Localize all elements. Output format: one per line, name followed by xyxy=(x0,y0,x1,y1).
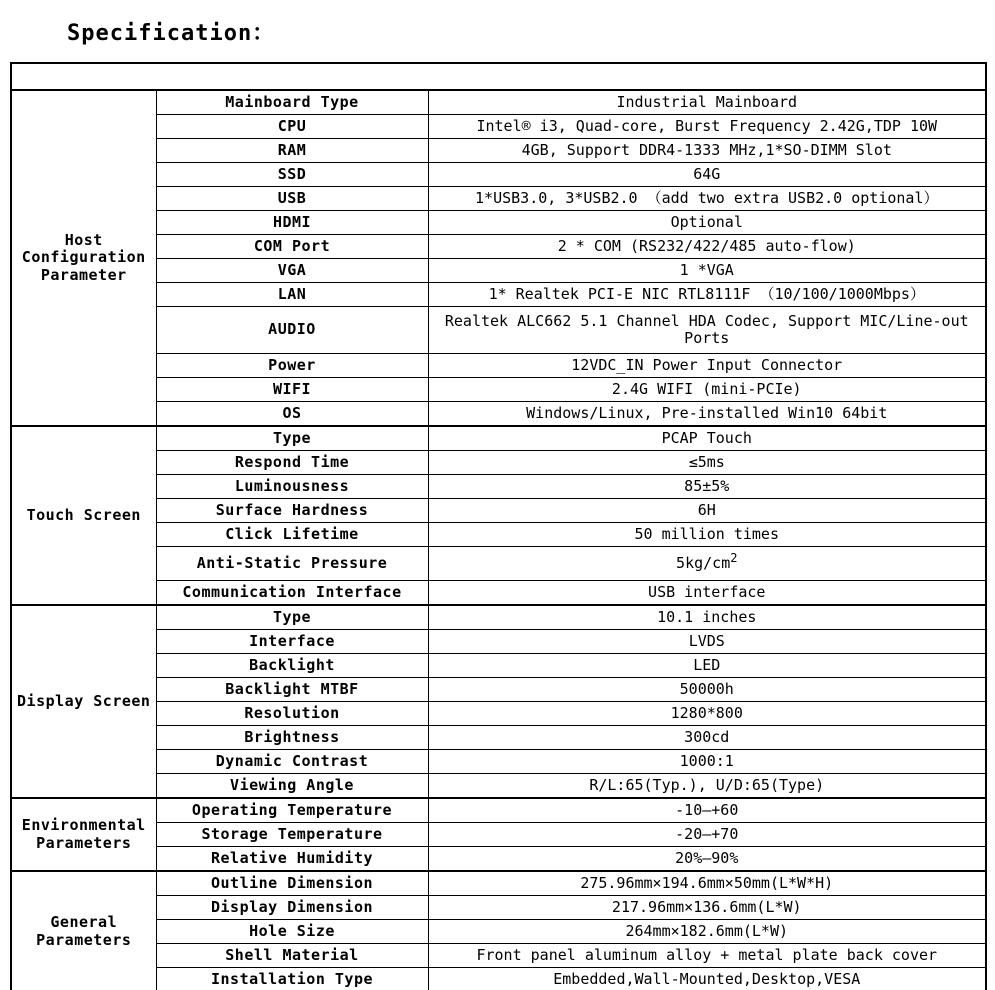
value-cell: Embedded,Wall-Mounted,Desktop,VESA xyxy=(428,968,986,990)
table-row xyxy=(11,630,986,654)
parameter-cell: SSD xyxy=(156,163,428,187)
value-cell: LVDS xyxy=(428,630,986,654)
value-cell: -10—+60 xyxy=(428,798,986,823)
parameter-cell: COM Port xyxy=(156,235,428,259)
table-header-empty-row xyxy=(11,63,986,90)
parameter-cell: Installation Type xyxy=(156,968,428,990)
value-cell: USB interface xyxy=(428,581,986,606)
table-row xyxy=(11,259,986,283)
table-row xyxy=(11,823,986,847)
value-cell: 1*USB3.0, 3*USB2.0 （add two extra USB2.0 optional） xyxy=(428,187,986,211)
parameter-cell: Resolution xyxy=(156,702,428,726)
table-row xyxy=(11,871,986,896)
value-cell: 264mm×182.6mm(L*W) xyxy=(428,920,986,944)
spec-table-body xyxy=(11,63,986,990)
parameter-cell: Dynamic Contrast xyxy=(156,750,428,774)
parameter-cell: Surface Hardness xyxy=(156,499,428,523)
value-cell: -20—+70 xyxy=(428,823,986,847)
table-row xyxy=(11,702,986,726)
value-cell: Intel® i3, Quad-core, Burst Frequency 2.42G,TDP 10W xyxy=(428,115,986,139)
table-row xyxy=(11,547,986,581)
category-cell: Environmental Parameters xyxy=(11,798,156,871)
value-cell: Front panel aluminum alloy + metal plate back cover xyxy=(428,944,986,968)
category-cell: General Parameters xyxy=(11,871,156,990)
table-row xyxy=(11,678,986,702)
value-cell: 20%—90% xyxy=(428,847,986,872)
category-cell: Host Configuration Parameter xyxy=(11,90,156,426)
parameter-cell: Operating Temperature xyxy=(156,798,428,823)
category-cell: Display Screen xyxy=(11,605,156,798)
parameter-cell: CPU xyxy=(156,115,428,139)
parameter-cell: Anti-Static Pressure xyxy=(156,547,428,581)
value-cell: PCAP Touch xyxy=(428,426,986,451)
parameter-cell: Type xyxy=(156,605,428,630)
table-row xyxy=(11,451,986,475)
parameter-cell: Luminousness xyxy=(156,475,428,499)
table-row xyxy=(11,920,986,944)
parameter-cell: Relative Humidity xyxy=(156,847,428,872)
value-cell: R/L:65(Typ.), U/D:65(Type) xyxy=(428,774,986,799)
value-cell: Realtek ALC662 5.1 Channel HDA Codec, Support MIC/Line-out Ports xyxy=(428,307,986,354)
table-row xyxy=(11,654,986,678)
value-cell: 2.4G WIFI (mini-PCIe) xyxy=(428,378,986,402)
parameter-cell: VGA xyxy=(156,259,428,283)
table-row xyxy=(11,187,986,211)
value-cell: 300cd xyxy=(428,726,986,750)
parameter-cell: WIFI xyxy=(156,378,428,402)
value-cell: 4GB, Support DDR4-1333 MHz,1*SO-DIMM Slot xyxy=(428,139,986,163)
value-cell: ≤5ms xyxy=(428,451,986,475)
parameter-cell: Backlight xyxy=(156,654,428,678)
value-text: 5kg/cm xyxy=(676,553,731,572)
value-cell: 1280*800 xyxy=(428,702,986,726)
table-row xyxy=(11,139,986,163)
parameter-cell: Shell Material xyxy=(156,944,428,968)
parameter-cell: Outline Dimension xyxy=(156,871,428,896)
parameter-cell: Interface xyxy=(156,630,428,654)
value-cell: 10.1 inches xyxy=(428,605,986,630)
table-row xyxy=(11,968,986,990)
table-row xyxy=(11,378,986,402)
value-cell: 50000h xyxy=(428,678,986,702)
specification-table xyxy=(10,62,987,990)
table-row xyxy=(11,774,986,799)
table-row xyxy=(11,523,986,547)
table-row xyxy=(11,235,986,259)
value-cell: 1* Realtek PCI-E NIC RTL8111F （10/100/1000Mbps） xyxy=(428,283,986,307)
parameter-cell: Brightness xyxy=(156,726,428,750)
value-cell: 1000:1 xyxy=(428,750,986,774)
value-cell: 217.96mm×136.6mm(L*W) xyxy=(428,896,986,920)
table-row xyxy=(11,211,986,235)
parameter-cell: Click Lifetime xyxy=(156,523,428,547)
value-cell: 85±5% xyxy=(428,475,986,499)
category-cell: Touch Screen xyxy=(11,426,156,605)
value-cell: LED xyxy=(428,654,986,678)
page-title: Specification： xyxy=(67,21,276,46)
parameter-cell: Backlight MTBF xyxy=(156,678,428,702)
value-cell: Optional xyxy=(428,211,986,235)
value-cell: 12VDC_IN Power Input Connector xyxy=(428,354,986,378)
parameter-cell: Communication Interface xyxy=(156,581,428,606)
table-row xyxy=(11,798,986,823)
table-row xyxy=(11,283,986,307)
parameter-cell: Display Dimension xyxy=(156,896,428,920)
parameter-cell: OS xyxy=(156,402,428,427)
table-row xyxy=(11,605,986,630)
table-row xyxy=(11,163,986,187)
table-row xyxy=(11,307,986,354)
parameter-cell: Power xyxy=(156,354,428,378)
table-row xyxy=(11,726,986,750)
value-cell: 50 million times xyxy=(428,523,986,547)
parameter-cell: Hole Size xyxy=(156,920,428,944)
parameter-cell: RAM xyxy=(156,139,428,163)
parameter-cell: Respond Time xyxy=(156,451,428,475)
parameter-cell: HDMI xyxy=(156,211,428,235)
table-row xyxy=(11,426,986,451)
value-cell: 275.96mm×194.6mm×50mm(L*W*H) xyxy=(428,871,986,896)
value-cell xyxy=(428,547,986,581)
table-row xyxy=(11,354,986,378)
parameter-cell: Viewing Angle xyxy=(156,774,428,799)
value-superscript: 2 xyxy=(730,550,738,565)
table-row xyxy=(11,750,986,774)
value-cell: 2 * COM (RS232/422/485 auto-flow) xyxy=(428,235,986,259)
table-row xyxy=(11,847,986,872)
parameter-cell: Mainboard Type xyxy=(156,90,428,115)
parameter-cell: LAN xyxy=(156,283,428,307)
empty-header-cell xyxy=(11,63,986,90)
parameter-cell: Storage Temperature xyxy=(156,823,428,847)
table-row xyxy=(11,896,986,920)
table-row xyxy=(11,115,986,139)
table-row xyxy=(11,90,986,115)
table-row xyxy=(11,402,986,427)
value-cell: Industrial Mainboard xyxy=(428,90,986,115)
value-cell: 1 *VGA xyxy=(428,259,986,283)
table-row xyxy=(11,581,986,606)
value-cell: Windows/Linux, Pre-installed Win10 64bit xyxy=(428,402,986,427)
parameter-cell: AUDIO xyxy=(156,307,428,354)
table-row xyxy=(11,944,986,968)
parameter-cell: Type xyxy=(156,426,428,451)
table-row xyxy=(11,475,986,499)
parameter-cell: USB xyxy=(156,187,428,211)
value-cell: 64G xyxy=(428,163,986,187)
value-cell: 6H xyxy=(428,499,986,523)
table-row xyxy=(11,499,986,523)
